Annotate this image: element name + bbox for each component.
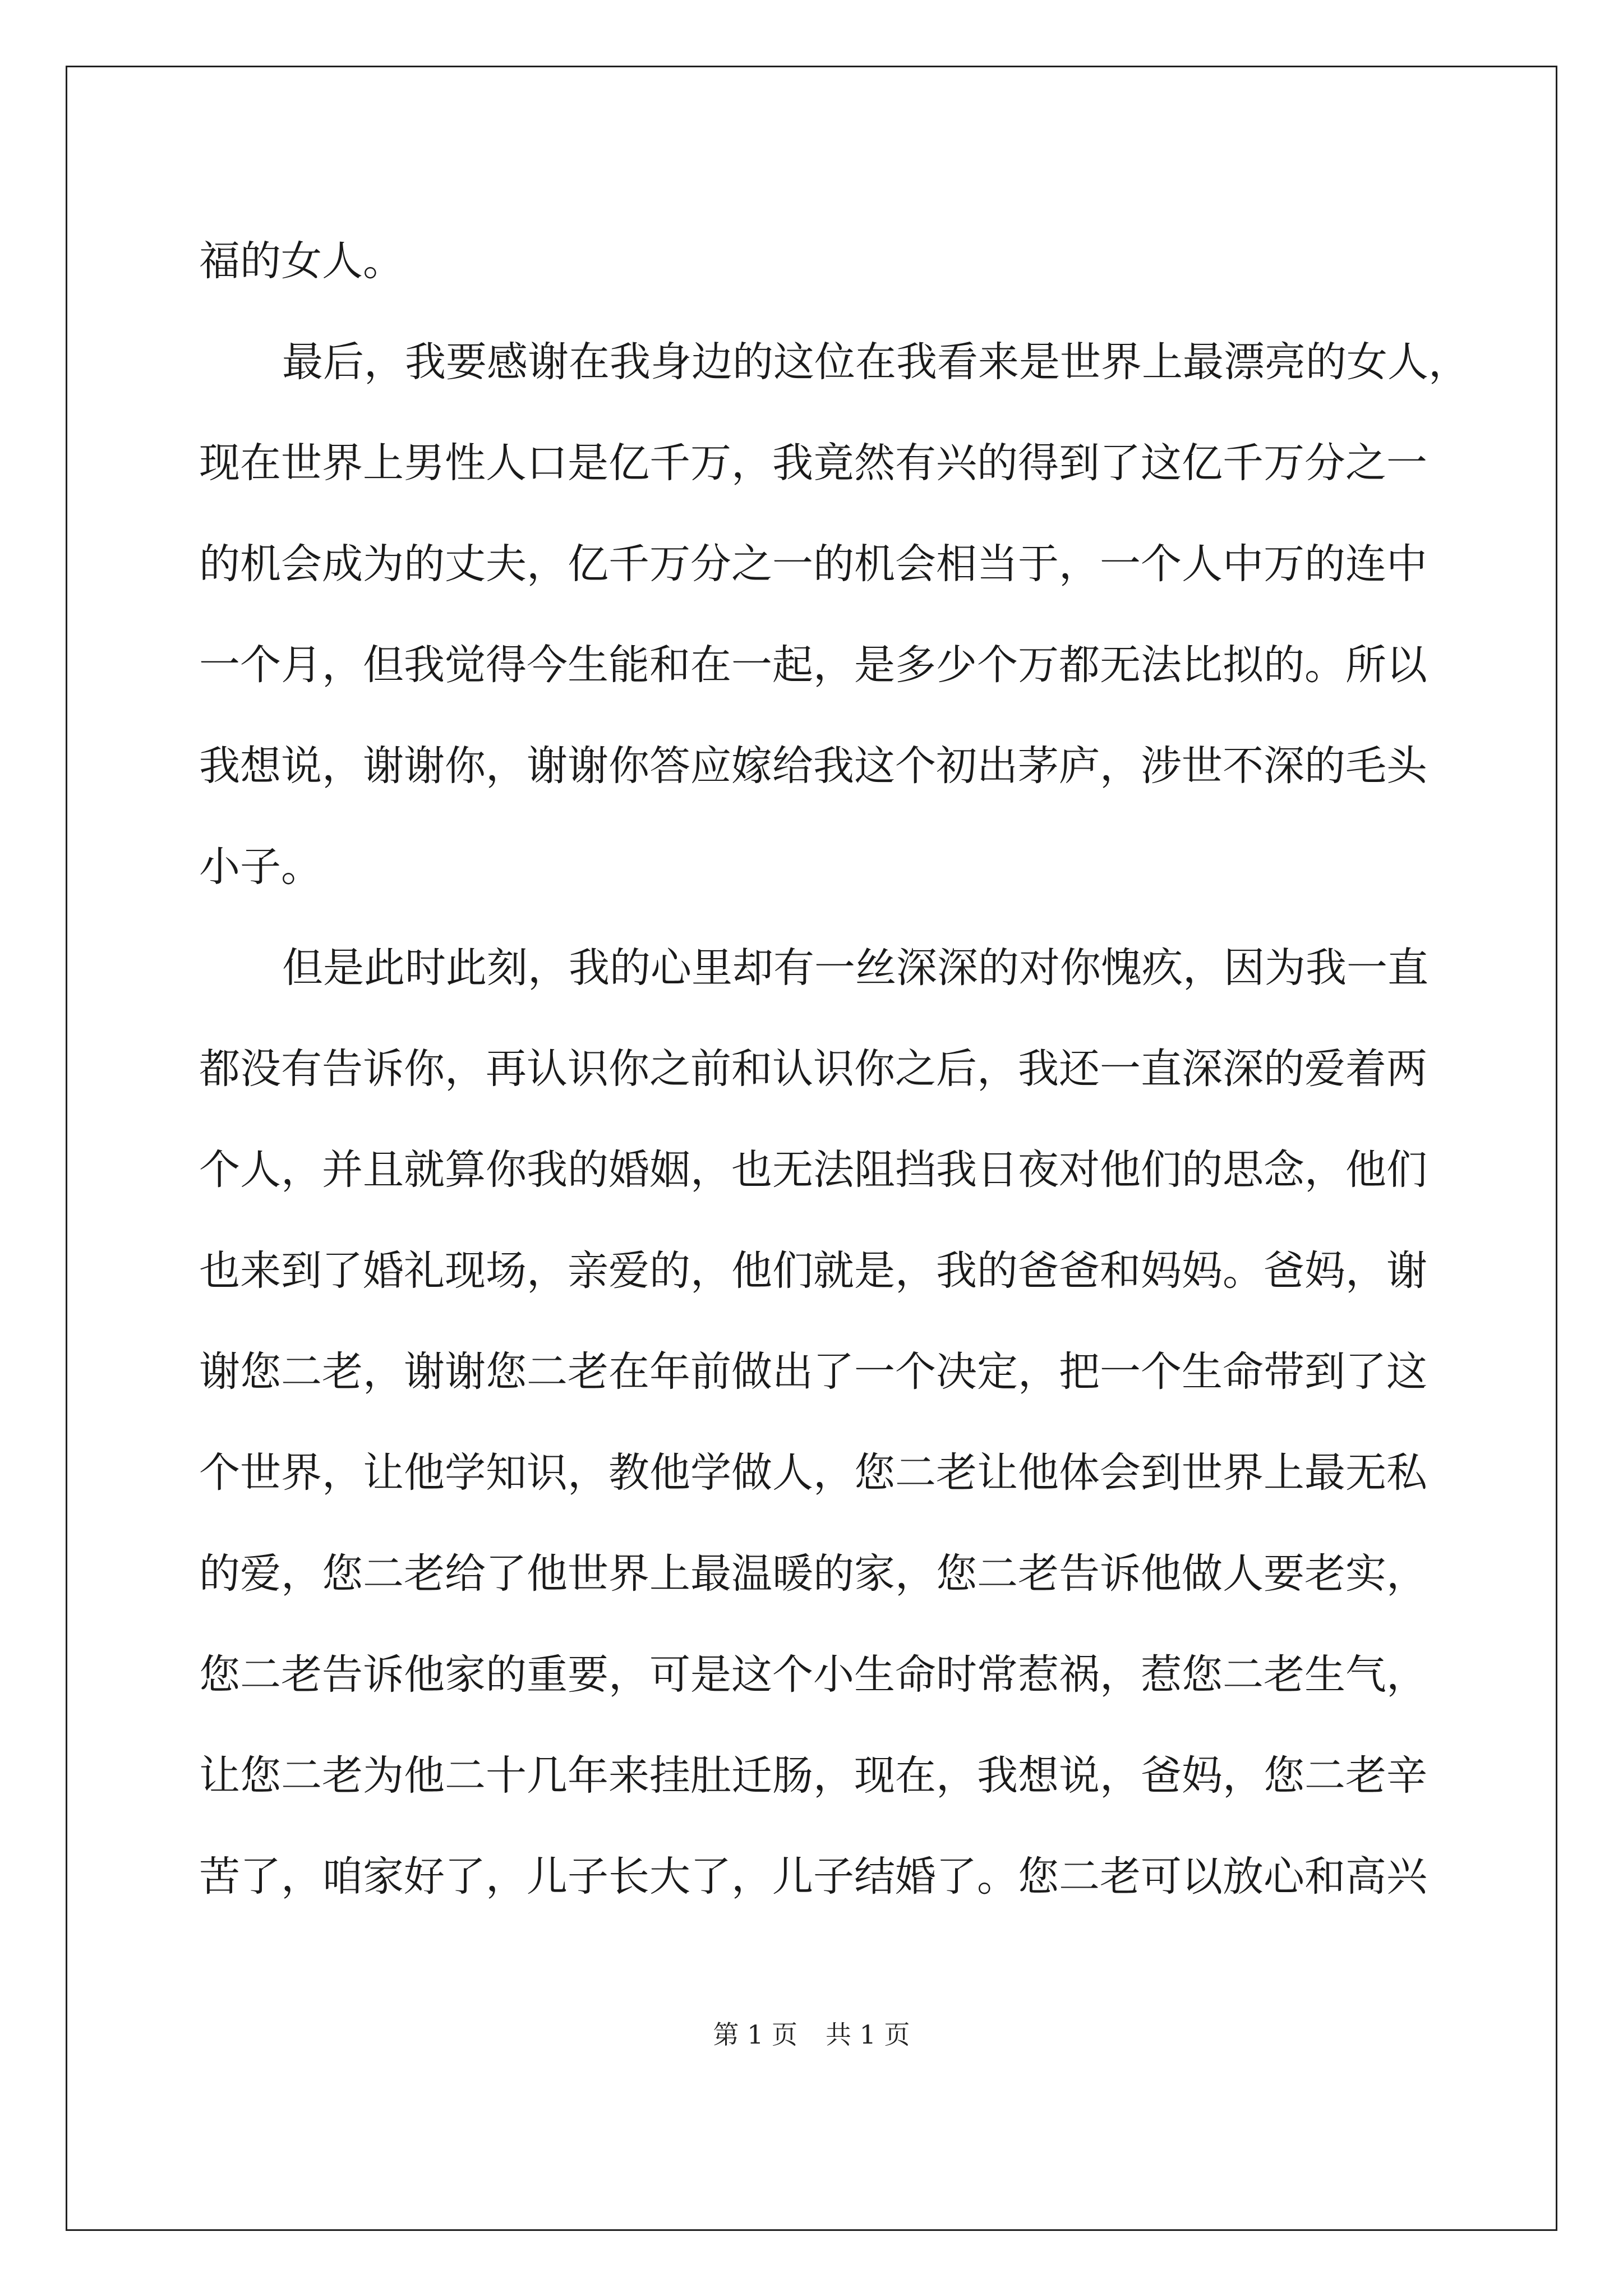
page-number-total: 共 1 页 [826, 2019, 910, 2050]
text-line: 小子。 [199, 843, 322, 891]
document-body [199, 211, 1469, 1927]
text-line: 让您二老为他二十几年来挂肚迁肠，现在，我想说，爸妈，您二老辛 [199, 1752, 1427, 1800]
text-line: 的爱，您二老给了他世界上最温暖的家，您二老告诉他做人要老实， [199, 1550, 1427, 1598]
text-line: 一个月，但我觉得今生能和在一起，是多少个万都无法比拟的。所以 [199, 641, 1427, 689]
text-line: 个世界，让他学知识，教他学做人，您二老让他体会到世界上最无私 [199, 1449, 1427, 1497]
text-line: 但是此时此刻，我的心里却有一丝深深的对你愧疚，因为我一直 [282, 944, 1428, 992]
text-line: 您二老告诉他家的重要，可是这个小生命时常惹祸，惹您二老生气， [199, 1651, 1427, 1699]
text-line: 苦了，咱家好了，儿子长大了，儿子结婚了。您二老可以放心和高兴 [199, 1853, 1427, 1901]
text-line: 的机会成为的丈夫，亿千万分之一的机会相当于，一个人中万的连中 [199, 540, 1427, 588]
page-number-current: 第 1 页 [713, 2019, 797, 2050]
text-line: 都没有告诉你，再认识你之前和认识你之后，我还一直深深的爱着两 [199, 1045, 1427, 1093]
text-line: 最后，我要感谢在我身边的这位在我看来是世界上最漂亮的女人， [282, 338, 1469, 386]
text-line: 也来到了婚礼现场，亲爱的，他们就是，我的爸爸和妈妈。爸妈，谢 [199, 1247, 1427, 1295]
text-line: 个人，并且就算你我的婚姻，也无法阻挡我日夜对他们的思念，他们 [199, 1146, 1427, 1194]
text-line: 现在世界上男性人口是亿千万，我竟然有兴的得到了这亿千万分之一 [199, 439, 1427, 487]
text-line: 福的女人。 [199, 237, 404, 285]
text-line: 谢您二老，谢谢您二老在年前做出了一个决定，把一个生命带到了这 [199, 1348, 1427, 1396]
page-footer [0, 2018, 1623, 2051]
text-line: 我想说，谢谢你，谢谢你答应嫁给我这个初出茅庐，涉世不深的毛头 [199, 742, 1427, 790]
